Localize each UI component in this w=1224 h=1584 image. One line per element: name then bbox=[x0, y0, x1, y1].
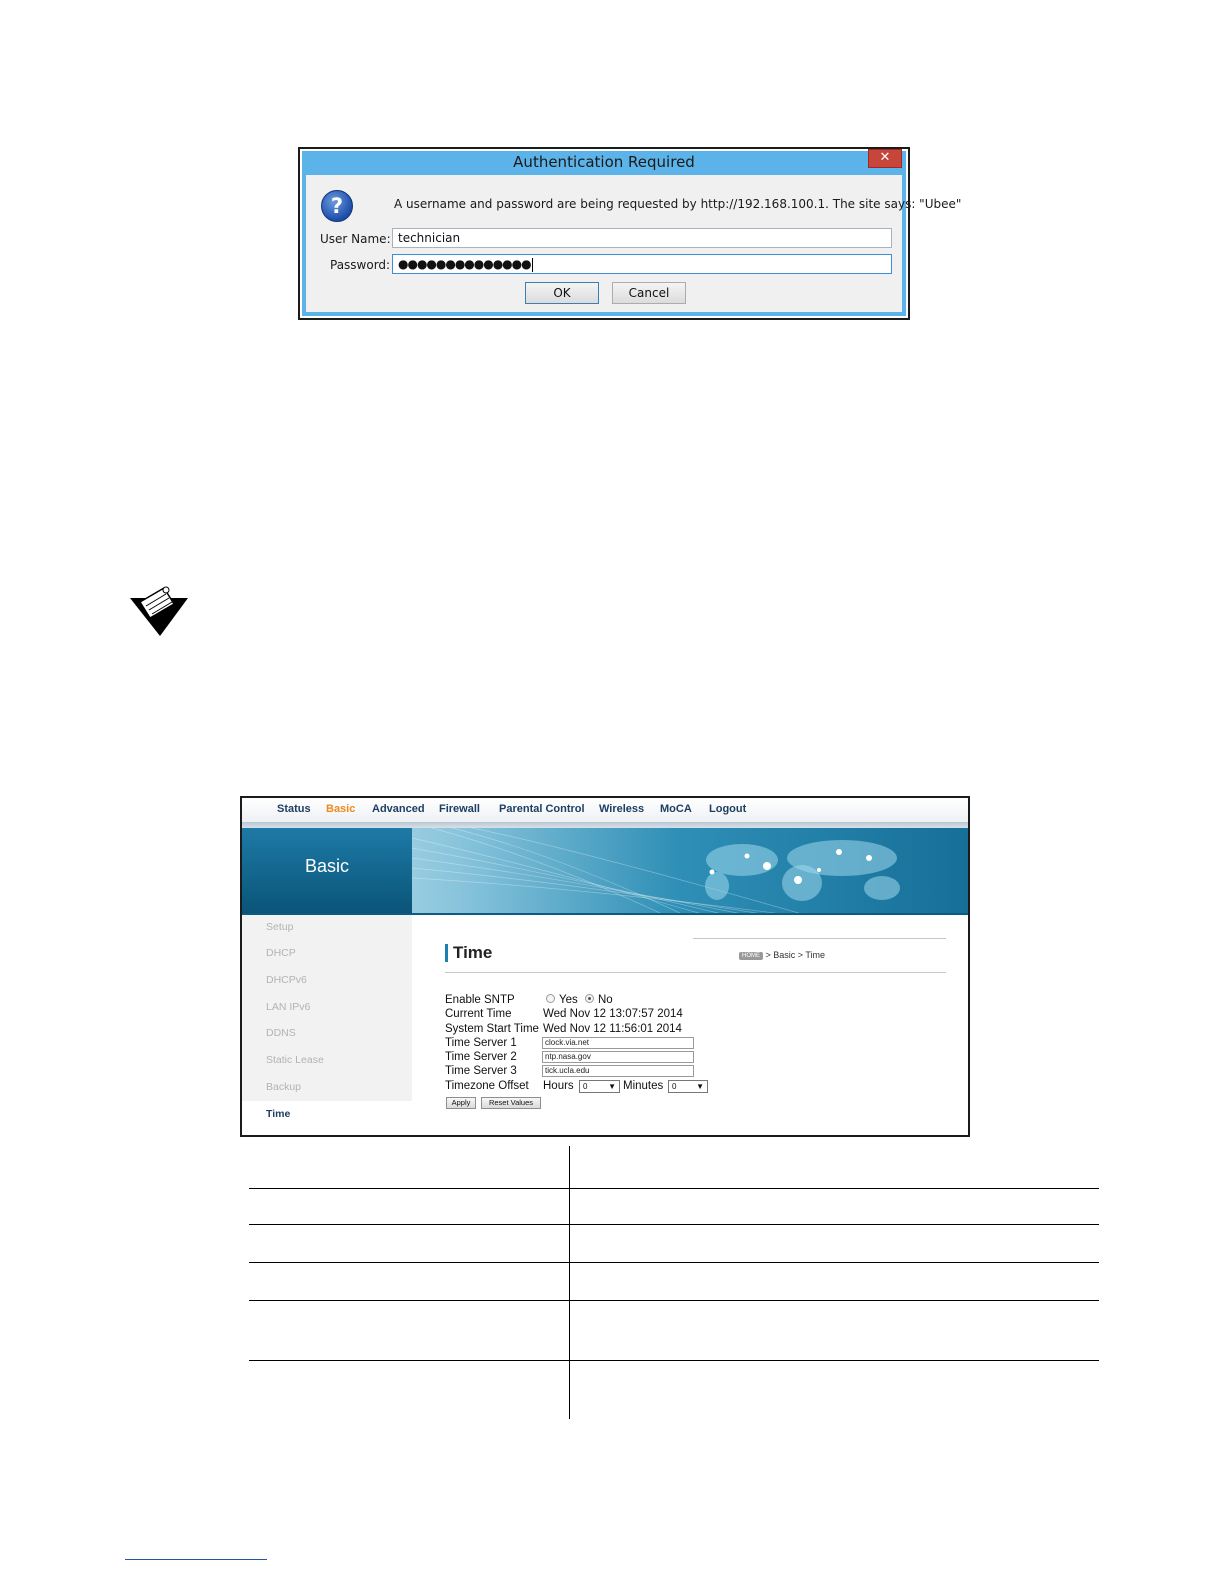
minutes-select[interactable] bbox=[668, 1080, 708, 1093]
dialog-frame bbox=[302, 150, 962, 316]
note-icon bbox=[128, 584, 190, 638]
page-title: Time bbox=[445, 944, 492, 962]
time-server-1-input[interactable]: clock.via.net bbox=[542, 1037, 694, 1049]
header-rule-bottom bbox=[445, 972, 946, 973]
question-icon: ? bbox=[321, 190, 353, 222]
auth-message: A username and password are being requested by http://192.168.100.1. The site says: "Ubee" bbox=[394, 197, 962, 211]
table-row-rule bbox=[249, 1188, 1099, 1189]
sntp-yes-radio[interactable] bbox=[546, 994, 555, 1003]
current-time-label: Current Time bbox=[445, 1008, 512, 1020]
sntp-radio-group bbox=[546, 994, 613, 1006]
breadcrumb bbox=[739, 950, 825, 960]
time-server-2-label: Time Server 2 bbox=[445, 1051, 517, 1063]
banner-title: Basic bbox=[242, 828, 412, 914]
username-value: technician bbox=[398, 231, 461, 245]
enable-sntp-label: Enable SNTP bbox=[445, 994, 515, 1006]
sidebar-item-time[interactable]: Time bbox=[266, 1108, 291, 1120]
sntp-no-radio[interactable] bbox=[585, 994, 594, 1003]
apply-button[interactable]: Apply bbox=[446, 1097, 476, 1109]
sidebar-item-setup[interactable]: Setup bbox=[266, 921, 294, 933]
sidebar-item-backup[interactable]: Backup bbox=[266, 1081, 302, 1093]
footnote-rule bbox=[125, 1559, 267, 1560]
sntp-yes-label: Yes bbox=[559, 994, 578, 1006]
sidebar-item-ddns[interactable]: DDNS bbox=[266, 1027, 296, 1039]
dialog-body bbox=[306, 175, 962, 312]
sidebar-item-dhcpv6[interactable]: DHCPv6 bbox=[266, 974, 307, 986]
chevron-down-icon: ▼ bbox=[696, 1082, 704, 1091]
table-row-rule bbox=[249, 1262, 1099, 1263]
nav-wireless[interactable]: Wireless bbox=[599, 803, 645, 815]
hours-value: 0 bbox=[583, 1082, 588, 1091]
password-label: Password: bbox=[330, 258, 391, 272]
ok-button[interactable]: OK bbox=[525, 282, 599, 304]
nav-parental-control[interactable]: Parental Control bbox=[499, 803, 585, 815]
chevron-down-icon: ▼ bbox=[608, 1082, 616, 1091]
password-mask: ●●●●●●●●●●●●●● bbox=[398, 257, 531, 271]
home-badge[interactable]: HOME bbox=[739, 952, 763, 960]
username-input[interactable] bbox=[392, 228, 892, 248]
time-server-3-input[interactable]: tick.ucla.edu bbox=[542, 1065, 694, 1077]
hours-label: Hours bbox=[543, 1080, 574, 1092]
time-server-1-label: Time Server 1 bbox=[445, 1037, 517, 1049]
table-row-rule bbox=[249, 1360, 1099, 1361]
time-server-2-input[interactable]: ntp.nasa.gov bbox=[542, 1051, 694, 1063]
sidebar-item-static-lease[interactable]: Static Lease bbox=[266, 1054, 324, 1066]
router-ui-screenshot bbox=[240, 796, 970, 1137]
username-label: User Name: bbox=[320, 232, 391, 246]
dialog-title: Authentication Required bbox=[513, 153, 695, 171]
nav-status[interactable]: Status bbox=[277, 803, 311, 815]
sidebar-item-dhcp[interactable]: DHCP bbox=[266, 947, 296, 959]
nav-logout[interactable]: Logout bbox=[709, 803, 747, 815]
minutes-label: Minutes bbox=[623, 1080, 664, 1092]
auth-dialog bbox=[298, 147, 962, 320]
time-server-3-label: Time Server 3 bbox=[445, 1065, 517, 1077]
system-start-time-label: System Start Time bbox=[445, 1023, 539, 1035]
top-nav bbox=[242, 798, 968, 823]
close-icon[interactable]: ✕ bbox=[868, 149, 902, 168]
sidebar-item-lan-ipv6[interactable]: LAN IPv6 bbox=[266, 1001, 311, 1013]
nav-firewall[interactable]: Firewall bbox=[439, 803, 480, 815]
system-start-time-value: Wed Nov 12 11:56:01 2014 bbox=[543, 1023, 682, 1035]
text-caret bbox=[532, 258, 533, 272]
reset-values-button[interactable]: Reset Values bbox=[481, 1097, 541, 1109]
timezone-offset-label: Timezone Offset bbox=[445, 1080, 529, 1092]
header-rule-top bbox=[693, 938, 946, 939]
cancel-button[interactable]: Cancel bbox=[612, 282, 686, 304]
nav-advanced[interactable]: Advanced bbox=[372, 803, 425, 815]
minutes-value: 0 bbox=[672, 1082, 677, 1091]
nav-moca[interactable]: MoCA bbox=[660, 803, 692, 815]
hours-select[interactable] bbox=[579, 1080, 620, 1093]
nav-basic[interactable]: Basic bbox=[326, 803, 356, 815]
table-row-rule bbox=[249, 1224, 1099, 1225]
table-column-divider bbox=[569, 1146, 570, 1419]
table-row-rule bbox=[249, 1300, 1099, 1301]
sntp-no-label: No bbox=[597, 994, 613, 1006]
password-input[interactable] bbox=[392, 254, 892, 274]
breadcrumb-path: > Basic > Time bbox=[765, 950, 826, 960]
current-time-value: Wed Nov 12 13:07:57 2014 bbox=[543, 1008, 683, 1020]
